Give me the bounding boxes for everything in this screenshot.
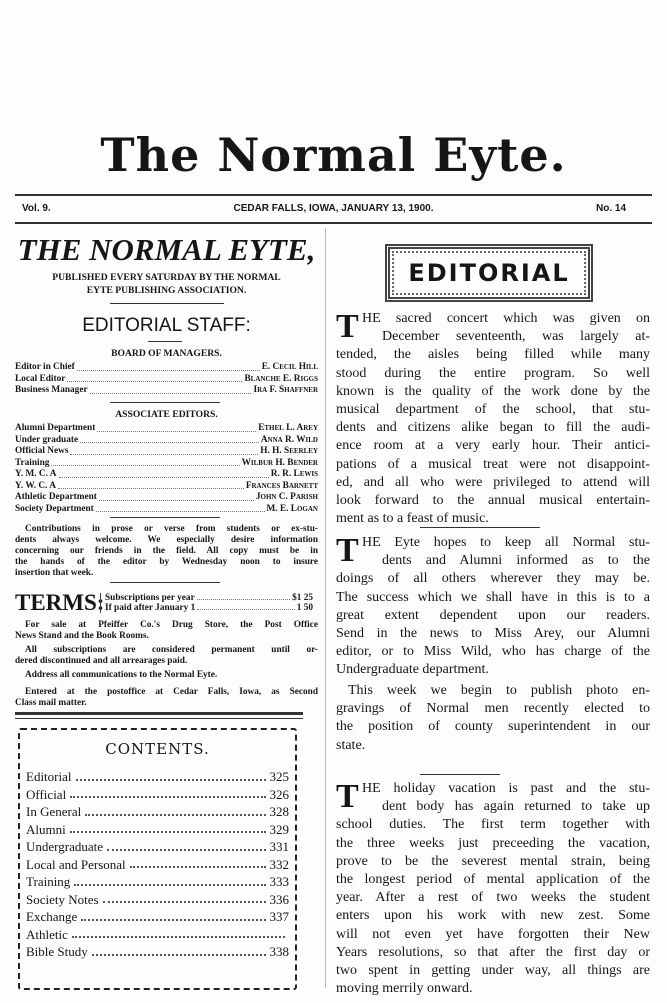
text-line: Contributions in prose or verse from students or ex-stu- <box>25 524 318 534</box>
terms-prices <box>100 593 313 613</box>
text-line: dents and Alumni informed as to the <box>382 553 650 569</box>
contents-item[interactable] <box>20 768 295 786</box>
associates-list <box>15 423 318 515</box>
text-line: tended, the aisles being filled while many <box>336 347 650 363</box>
text-line: This week we begin to publish photo en- <box>348 683 650 698</box>
contents-page: 332 <box>269 856 289 872</box>
contents-item[interactable] <box>20 908 295 926</box>
drop-cap: T <box>336 308 359 345</box>
terms-label: Subscriptions per year <box>105 593 195 603</box>
text-line: gravings of Normal men recently elected to <box>336 701 650 717</box>
divider <box>15 222 652 224</box>
contents-list <box>20 768 295 961</box>
staff-role: Y. W. C. A <box>15 480 56 491</box>
contents-label: Bible Study <box>26 944 88 959</box>
terms-price: $1 25 <box>292 593 313 603</box>
dot-leader <box>77 362 260 371</box>
dot-leader <box>67 374 242 383</box>
divider <box>15 718 303 719</box>
text-line: state. <box>336 737 366 753</box>
text-line: moving merrily onward. <box>336 981 473 997</box>
board-heading: BOARD OF MANAGERS. <box>111 348 222 359</box>
publisher-info <box>15 271 318 297</box>
text-line: Send in the news to Miss Arey, our Alumni <box>336 625 650 641</box>
staff-row <box>15 492 318 504</box>
contents-page: 329 <box>269 821 289 837</box>
text-line: HE sacred concert which was given on <box>362 311 650 326</box>
dot-leader <box>99 492 254 501</box>
contents-page: 328 <box>269 804 289 819</box>
text-line: two spent in getting under way, all things are <box>336 962 650 978</box>
contents-title: CONTENTS. <box>105 740 210 758</box>
text-line: great extent dependent upon our readers. <box>336 607 650 623</box>
column-divider <box>325 228 326 988</box>
paper-title: THE NORMAL EYTE, <box>17 232 316 267</box>
editorial-paragraph-4 <box>336 780 650 998</box>
contents-item[interactable] <box>20 838 295 856</box>
text-line: school duties. The first term together with <box>336 817 650 833</box>
dot-leader <box>72 926 285 939</box>
text-line: year. After a rest of two weeks the student <box>336 890 650 906</box>
text-line: the three weeks just preceeding the vacation, <box>336 835 650 851</box>
volume: Vol. 9. <box>22 203 51 214</box>
staff-row <box>15 385 318 397</box>
dot-leader <box>107 838 265 851</box>
staff-role: Training <box>15 457 50 468</box>
staff-row <box>15 374 318 386</box>
text-line: the position of county superintendent in our <box>336 719 650 735</box>
contents-label: In General <box>26 804 82 819</box>
text-line: News Stand and the Book Rooms. <box>15 631 149 641</box>
divider <box>420 527 540 528</box>
divider <box>420 774 500 775</box>
staff-role: Editor in Chief <box>15 362 75 372</box>
text-line: the longest period of mental application of the <box>336 871 650 887</box>
text-line: the hands of the editor by Wednesday noon to insure <box>15 557 318 567</box>
text-line: All subscriptions are considered permanent until or- <box>25 645 318 655</box>
associates-heading: ASSOCIATE EDITORS. <box>115 409 218 420</box>
dot-leader <box>92 943 266 956</box>
staff-name: Ira F. Shaffner <box>253 385 318 395</box>
staff-row <box>15 458 318 470</box>
dot-leader <box>90 385 252 394</box>
divider <box>15 194 652 196</box>
editorial-heading: EDITORIAL <box>385 244 593 302</box>
contributions-note <box>15 524 318 579</box>
dot-leader <box>70 446 258 455</box>
divider <box>110 517 220 518</box>
dot-leader <box>85 803 265 816</box>
staff-name: Frances Barnett <box>245 480 318 491</box>
dot-leader <box>197 593 290 600</box>
staff-name: John C. Parish <box>255 492 318 502</box>
text-line: concerning our friends in the field. All copy must be in <box>15 546 318 556</box>
staff-role: Business Manager <box>15 385 88 395</box>
text-line: dered discontinued and all arrearages paid. <box>15 656 188 666</box>
divider <box>15 712 303 715</box>
drop-cap: T <box>336 532 359 569</box>
contents-item[interactable] <box>20 891 295 909</box>
staff-row <box>15 481 318 493</box>
text-line: pations of a musical treat were not disappoint- <box>336 456 650 472</box>
terms-label: If paid after January 1 <box>105 603 196 613</box>
dateline: CEDAR FALLS, IOWA, JANUARY 13, 1900. <box>233 203 434 214</box>
dot-leader <box>96 504 265 513</box>
text-line: insertion that week. <box>15 568 94 578</box>
staff-row <box>15 469 318 481</box>
editorial-paragraph-2 <box>336 534 650 680</box>
terms-price: 1 50 <box>296 603 313 613</box>
staff-name: Wilbur H. Bender <box>241 457 318 468</box>
staff-role: Under graduate <box>15 434 79 445</box>
contents-label: Society Notes <box>26 891 99 907</box>
staff-name: H. H. Seerley <box>260 446 318 456</box>
text-line: doings of all others wherever they may be. <box>336 571 650 587</box>
contents-page: 325 <box>269 769 289 784</box>
divider <box>110 303 224 304</box>
editorial-paragraph-3 <box>336 682 650 755</box>
dot-leader <box>76 768 266 781</box>
contents-label: Undergraduate <box>26 839 104 854</box>
divider <box>110 402 220 403</box>
notice-block <box>15 620 318 642</box>
text-line: Class mail matter. <box>15 698 87 708</box>
text-line: For sale at Pfeiffer Co.'s Drug Store, the Post Office <box>25 620 318 630</box>
dot-leader <box>70 786 265 799</box>
text-line: Years resolutions, so that after the first day or <box>336 944 650 960</box>
contents-label: Training <box>26 874 71 889</box>
text-line: Entered at the postoffice at Cedar Falls, Iowa, as Second <box>25 687 318 697</box>
staff-row <box>15 423 318 435</box>
contents-page: 331 <box>269 839 289 854</box>
text-line: dent body has again returned to take up <box>382 799 650 815</box>
text-line: The success which we shall have in this is to a <box>336 589 650 605</box>
contents-label: Alumni <box>26 821 66 837</box>
contents-item[interactable] <box>20 943 295 961</box>
text-line: ence room at a very early hour. Their antici- <box>336 438 650 454</box>
staff-name: E. Cecil Hill <box>261 362 318 372</box>
dot-leader <box>103 891 266 904</box>
dot-leader <box>97 423 256 432</box>
staff-role: Alumni Department <box>15 423 96 433</box>
editorial-paragraph-1 <box>336 310 650 528</box>
staff-role: Society Department <box>15 503 94 514</box>
staff-row <box>15 362 318 374</box>
terms-row <box>105 593 313 603</box>
dot-leader <box>80 435 259 444</box>
dot-leader <box>130 856 266 869</box>
contents-item[interactable] <box>20 873 295 891</box>
text-line: editor, or to Miss Wild, who has charge of the <box>336 644 650 660</box>
contents-item[interactable] <box>20 803 295 821</box>
staff-row <box>15 435 318 447</box>
notice-block <box>15 687 318 709</box>
text-line: HE Eyte hopes to keep all Normal stu- <box>362 535 650 550</box>
contents-page: 336 <box>269 891 289 907</box>
contents-label: Athletic <box>26 926 68 942</box>
text-line: ment as to a feast of music. <box>336 511 489 527</box>
text-line: known is the quality of the work done by the <box>336 383 650 399</box>
contents-label: Exchange <box>26 909 78 924</box>
text-line: dents and citizens alike began to fill the audi- <box>336 420 650 436</box>
notice-block <box>15 645 318 667</box>
staff-role: Y. M. C. A <box>15 469 57 479</box>
dot-leader <box>81 908 265 921</box>
text-line: look forward to the annual musical entertain- <box>336 492 650 508</box>
text-line: dents always welcome. We especially desire information <box>15 535 318 545</box>
contents-item[interactable] <box>20 926 295 944</box>
contents-item[interactable] <box>20 856 295 874</box>
publisher-line: PUBLISHED EVERY SATURDAY BY THE NORMAL <box>52 272 281 283</box>
staff-name: Blanche E. Riggs <box>244 373 318 384</box>
staff-row <box>15 504 318 516</box>
staff-heading: EDITORIAL STAFF: <box>82 315 251 336</box>
staff-name: M. E. Logan <box>266 503 318 514</box>
publisher-line: EYTE PUBLISHING ASSOCIATION. <box>86 285 247 296</box>
contents-page: 337 <box>269 909 289 924</box>
dot-leader <box>197 603 295 610</box>
text-line: Undergraduate department. <box>336 662 489 678</box>
contents-page: 333 <box>269 874 289 889</box>
text-line: enters upon his work with new zest. Some <box>336 908 650 924</box>
staff-row <box>15 446 318 458</box>
dot-leader <box>58 481 244 490</box>
staff-role: Local Editor <box>15 373 66 384</box>
text-line: stood during the entire program. So well <box>336 365 650 381</box>
contents-label: Editorial <box>26 769 72 784</box>
contents-page: 326 <box>269 786 289 802</box>
text-line: prove to be the severest mental strain, being <box>336 853 650 869</box>
text-line: HE holiday vacation is past and the stu- <box>362 781 650 796</box>
drop-cap: T <box>336 778 359 815</box>
sale-info <box>15 620 318 712</box>
text-line: December seventeenth, was largely at- <box>382 329 650 345</box>
staff-name: Ethel L. Arey <box>258 423 318 433</box>
notice-block <box>15 670 318 681</box>
dot-leader <box>70 821 266 834</box>
text-line: musical department of the school, that stu- <box>336 401 650 417</box>
terms-label: TERMS: <box>15 590 105 615</box>
contents-item[interactable] <box>20 786 295 804</box>
divider <box>110 582 220 583</box>
terms-row <box>105 603 313 613</box>
masthead-title: The Normal Eyte. <box>100 128 567 182</box>
contents-page: 338 <box>269 944 289 959</box>
dot-leader <box>51 458 239 467</box>
text-line: will not even yet have forgotten their New <box>336 926 650 942</box>
divider <box>148 341 182 342</box>
staff-role: Official News <box>15 446 69 456</box>
board-list <box>15 362 318 397</box>
staff-name: Anna R. Wild <box>260 434 318 445</box>
contents-label: Official <box>26 786 67 802</box>
dot-leader <box>59 469 269 478</box>
contents-label: Local and Personal <box>26 856 126 872</box>
text-line: ed, and all who were privileged to attend will <box>336 474 650 490</box>
contents-box <box>18 728 297 990</box>
issue-number: No. 14 <box>596 203 627 214</box>
contents-item[interactable] <box>20 821 295 839</box>
staff-name: R. R. Lewis <box>270 469 318 479</box>
staff-role: Athletic Department <box>15 492 97 502</box>
dot-leader <box>74 873 265 886</box>
text-line: Address all communications to the Normal Eyte. <box>25 670 218 680</box>
